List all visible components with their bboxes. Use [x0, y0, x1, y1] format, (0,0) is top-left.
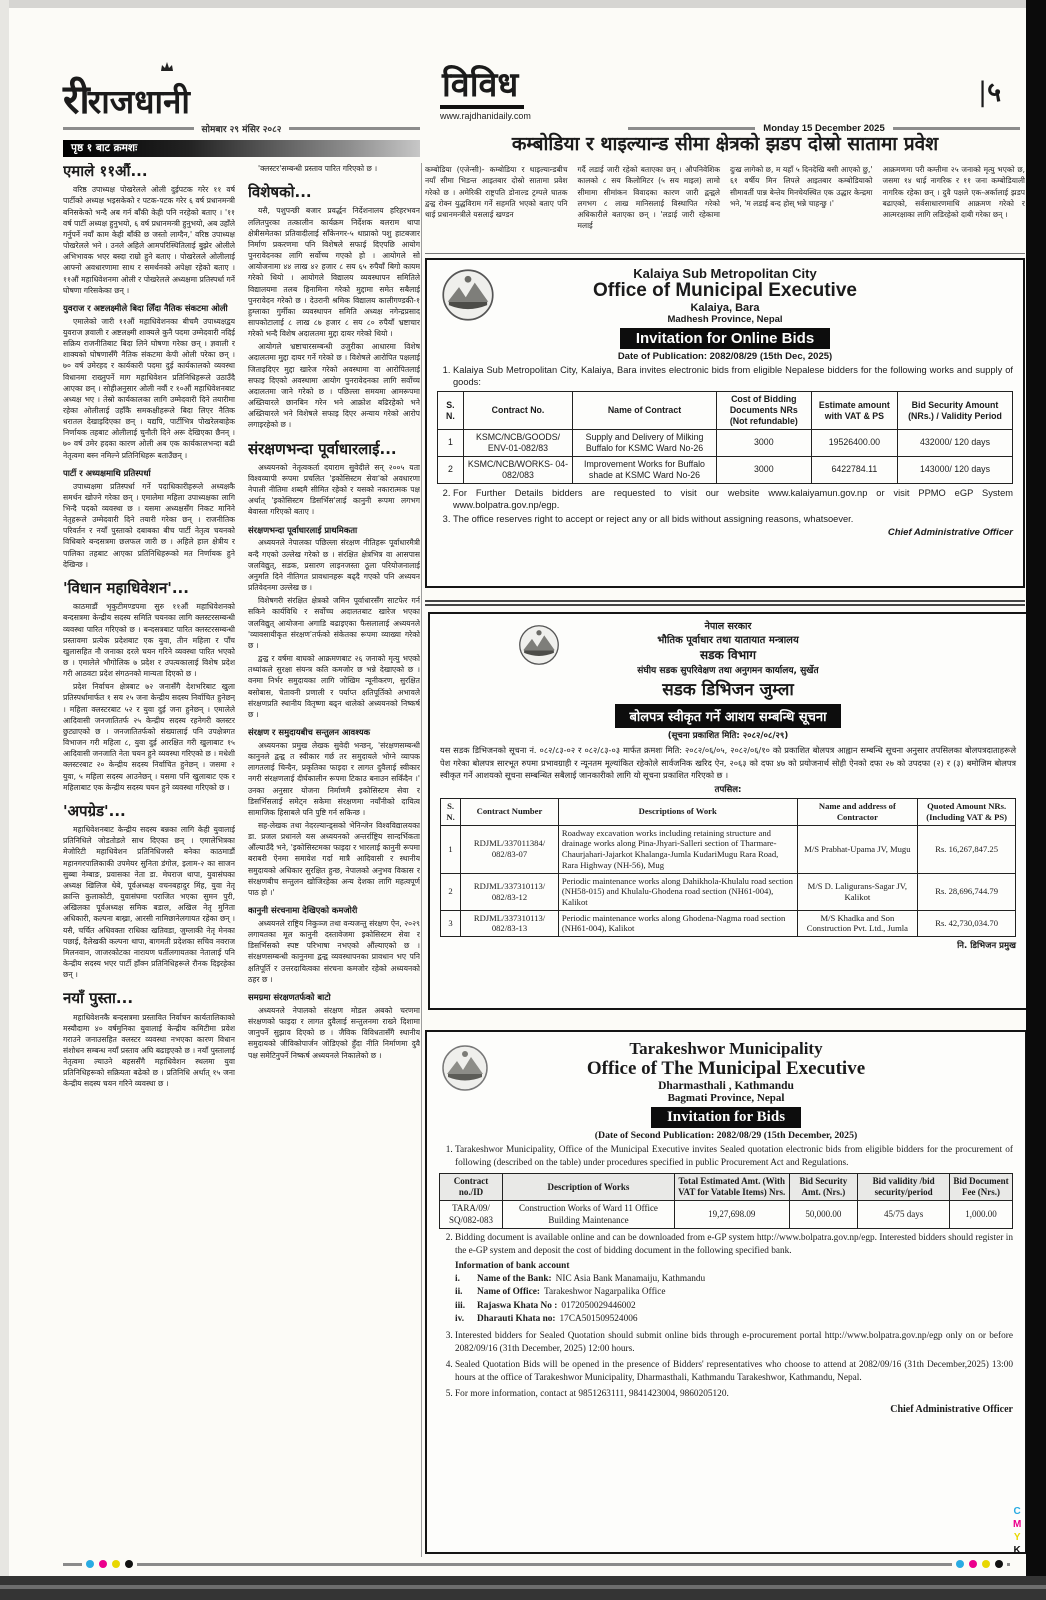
article-paragraph: वरिष्ठ उपाध्यक्ष पोखरेलले ओली दुईपटक गरेर ११ वर्ष पार्टीको अध्यक्ष भइसकेको र पटक-पटक गरेर ६ वर्ष प्रधानमन्त्री बनिसकेको भन्दै अब गर्न बाँकी केही पनि नरहेको बताए । '११ वर्ष पार्टी अध्यक्ष हुनुभयो, ६ वर्ष प्रधानमन्त्री हुनुभयो, अब उहाँले गर्नुपर्ने नयाँ काम केही बाँकी छ जस्तो लाग्दैन,' वरिष्ठ उपाध्यक्ष पोखरेलले भने । उनले अहिले आमपरिस्थितिलाई बुझेर ओलीले अभिभावक भएर बस्दा राम्रो हुने बताए । पोखरेलले ओलीलाई आफ्नो अवधारणामा साथ र समर्थनको अपेक्षा रहेको बताए । ११औं महाधिवेशनमा ओली र पोखरेलले अध्यक्षमा प्रतिस्पर्धा गर्ने घोषणा गरिसकेका छन् ।: [63, 185, 235, 295]
article-paragraph: महाधिवेशनकै बन्दसत्रमा प्रस्तावित निर्वाचन कार्यतालिकाको मस्यौदामा ४० वर्षमुनिका युवालाई केन्द्रीय कमिटीमा प्रवेश गराउने जनाउसहित क्लस्टर व्यवस्था नभएका कारण विधान संशोधन सम्बन्ध नयाँ प्रस्ताव अघि बढाइएको छ । नयाँ पुस्तालाई नेतृत्वमा ल्याउने बहससँगै महाधिवेशन स्थलमा युवा प्रतिनिधिहरूको सक्रियता बढेको छ । प्रतिनिधि अर्थात् १५ जना केन्द्रीय सदस्य चयन गरिने व्यवस्था छ ।: [63, 1012, 235, 1089]
nepali-date: सोमबार २९ मंसिर २०८२: [201, 124, 282, 135]
table-header-cell: Contract No.: [463, 392, 572, 430]
article-subhead: कानुनी संरचनामा देखिएको कमजोरी: [248, 905, 358, 916]
section-title: विविध: [440, 68, 524, 109]
tara-org-line4: Bagmati Province, Nepal: [667, 1091, 785, 1104]
road-office-name: सडक डिभिजन जुम्ला: [662, 680, 794, 700]
bank-info-row: [455, 1273, 1013, 1286]
article-subhead: पार्टी र अध्यक्षमाथि प्रतिस्पर्धा: [63, 467, 151, 478]
footer-rule: [63, 1563, 1010, 1566]
bank-info-row: [455, 1313, 1013, 1326]
article-paragraph: प्रदेश निर्वाचन क्षेत्रबाट ७२ जनासँगै देशभरिबाट खुला प्रतिस्पर्धामार्फत १ सय २५ जना केन्द्रीय सदस्य निर्वाचित हुनेछन् । महिला क्लस्टरबाट ५२ र युवा दुई जना हुनेछन् । एमालेले आदिवासी जनजातितर्फ २५ केन्द्रीय सदस्य रहनेगरी क्लस्टर छुट्याएको छ । जनजातितर्फको संख्यालाई पनि उपक्षेत्रगत विभाजन गरी महिला ८, युवा दुई आरक्षित गरी खुलाबाट १५ आदिवासी जनजाति नेता चयन हुने व्यवस्था गरिएको छ । मधेशी क्लस्टरबाट २० केन्द्रीय सदस्य निर्वाचित हुनेछन् । जसमा २ युवा, ५ महिला सदस्य आउनेछन् । यसमा पनि खुलाबाट एक र महिलाबाट एक केन्द्रीय सदस्य चयन हुने व्यवस्था गरिएको छ ।: [63, 682, 235, 792]
table-cell: 1,000.00: [949, 1201, 1012, 1229]
registration-dot: [125, 1560, 133, 1568]
kalaiya-item-3: 3. The office reserves right to accept or reject any or all bids without assigning reasons, whatsoever.: [453, 513, 1013, 525]
road-gov-line4: संघीय सडक सुपरिवेक्षण तथा अनुगमन कार्यालय, सुर्खेत: [637, 666, 819, 676]
road-tapasil-label: तपसिल:: [714, 785, 742, 796]
bank-row-value: NIC Asia Bank Manamaiju, Kathmandu: [555, 1273, 706, 1284]
bank-info-row: [455, 1300, 1013, 1313]
road-gov-line3: सडक विभाग: [699, 648, 756, 662]
tara-item-list-1: [439, 1144, 1013, 1170]
tara-bank-heading: Information of bank account: [455, 1260, 570, 1271]
article-paragraph: 'क्लस्टर'सम्बन्धी प्रस्ताव पारित गरिएको छ ।: [258, 164, 378, 173]
bank-row-label: Rajaswa Khata No :: [477, 1300, 558, 1311]
bank-row-label: Dharauti Khata no:: [477, 1314, 556, 1325]
lead-headline: कम्बोडिया र थाइल्यान्ड सीमा क्षेत्रको झडप दोस्रो सातामा प्रवेश: [511, 133, 939, 155]
rule-left: [63, 127, 194, 130]
kalaiya-publication-date: Date of Publication: 2082/08/29 (15th Dec, 2025): [617, 350, 833, 362]
table-cell: RDJML/337011384/ 082/83-07: [461, 825, 559, 873]
bank-row-number: i.: [455, 1273, 460, 1284]
bank-row-number: iii.: [455, 1300, 466, 1311]
article-headline: संरक्षणभन्दा पूर्वाधारलाई...: [248, 439, 397, 458]
table-cell: 2: [438, 456, 464, 483]
registration-dot: [956, 1560, 964, 1568]
table-header-cell: Name of Contract: [573, 392, 717, 430]
scan-edge-right: [1026, 0, 1046, 1600]
tara-org-line2: Office of The Municipal Executive: [586, 1058, 866, 1079]
table-header-cell: Cost of Bidding Documents NRs (Not refundable): [716, 392, 811, 430]
table-header-cell: Bid Security Amount (NRs.) / Validity Period: [898, 392, 1013, 430]
table-cell: Rs. 28,696,744.79: [918, 873, 1016, 910]
tara-org-line1: Tarakeshwor Municipality: [629, 1039, 823, 1058]
tara-notice-title: Invitation for Bids: [651, 1107, 801, 1128]
kalaiya-bid-table: [437, 391, 1013, 484]
cmyk-letters: [1013, 1505, 1021, 1557]
article-headline: 'विधान महाधिवेशन'...: [63, 578, 189, 597]
table-header-cell: Contract Number: [461, 799, 559, 825]
column-separator: [421, 163, 422, 1557]
table-header-row: [440, 1173, 1013, 1201]
table-cell: M/S Khadka and Son Construction Pvt. Ltd., Jumla: [797, 910, 918, 936]
table-header-cell: Quoted Amount NRs. (Including VAT & PS): [918, 799, 1016, 825]
scan-edge-left: [0, 0, 9, 1600]
table-cell: 45/75 days: [858, 1201, 950, 1229]
table-cell: 19526400.00: [811, 430, 897, 457]
registration-dot: [112, 1560, 120, 1568]
table-cell: 432000/ 120 days: [898, 430, 1013, 457]
kalaiya-org-line3: Kalaiya, Bara: [690, 301, 760, 314]
registration-dot: [99, 1560, 107, 1568]
table-cell: Construction Works of Ward 11 Office Building Maintenance: [503, 1201, 675, 1229]
tara-signature: Chief Administrative Officer: [890, 1403, 1013, 1415]
tara-item-2-text: Bidding document is available online and can be downloaded from e-GP system http://www.bolpatra.gov.np/egp. Interested bidders should register in the e-GP system and deposit the cost of bidding document in the following specified bank.: [455, 1232, 1013, 1256]
article-headline: एमाले ११औं...: [63, 163, 148, 180]
table-cell: Improvement Works for Buffalo shade at KSMC Ward No-26: [573, 456, 717, 483]
tara-item-2: [455, 1232, 1013, 1327]
table-cell: 143000/ 120 days: [898, 456, 1013, 483]
article-paragraph: सह-लेखक तथा नेदरल्यान्ड्सको भेनिन्जेन विश्वविद्यालयका डा. प्रजल प्रधानले यस अध्ययनको अन्तर्राष्ट्रिय सान्दर्भिकता औंल्याउँदै भने, 'इकोसिस्टमका फाइदा र भारलाई कानुनी रूपमा बराबरी ऐनमा समावेश गर्दा मात्रै आदिवासी र स्थानीय समुदायको अधिकार सुरक्षित हुन्छ, नेपालको अनुभव विकास र संरक्षणबीच सन्तुलन खोजिरहेका अन्य देशका लागि महत्वपूर्ण पाठ हो ।': [248, 821, 420, 897]
rule-right: [893, 127, 1020, 130]
kalaiya-emblem-logo: [441, 268, 495, 322]
table-cell: 19,27,698.09: [674, 1201, 789, 1229]
table-cell: 2: [441, 873, 461, 910]
masthead: [63, 70, 420, 123]
newspaper-logo-name: राजधानी: [87, 82, 190, 121]
logo-crown-icon: [159, 62, 175, 72]
article-paragraph: अध्ययनको नेतृत्वकर्ता दयाराम सुवेदीले सन् २००५ यता विश्वव्यापी रूपमा प्रचलित 'इकोसिस्टम सेवा'को अवधारणा नेपाली नीतिमा शब्दमै सीमित रहेको र यसको नकारात्मक पक्ष अर्थात् 'इकोसिस्टम डिसर्भिस'लाई कानुनी रूपमा लगभग बेवास्ता गरिएको बताए ।: [248, 462, 420, 517]
article-headline: 'अपग्रेड'...: [63, 801, 126, 820]
table-cell: Periodic maintenance works along Ghodena-Nagma road section (NH61-004), Kalikot: [558, 910, 797, 936]
table-cell: TARA/09/ SQ/082-083: [440, 1201, 503, 1229]
article-paragraph: उपाध्यक्षमा प्रतिस्पर्धा गर्ने पदाधिकारीहरूले अध्यक्षकै समर्थन खोज्ने गरेका छन् । एमालेमा महिला उपाध्यक्षका लागि भिन्दै पदको व्यवस्था छ । यसमा अध्यक्षसँग निकट मानिने नेतृहरूले उम्मेदवारी दिने तयारी गरेका छन् । राजनीतिक परिवर्तन र नयाँ पुस्ताको दबाबका बीच पार्टी नेतृत्व चयनको विधिबारे बन्दसत्रमा छलफल जारी छ । अहिले हाल क्षेत्रीय र पालिका तहबाट आएका प्रतिनिधिहरूको मत निर्णायक हुने देखिन्छ ।: [63, 481, 235, 569]
bank-row-label: Name of Office:: [477, 1287, 540, 1298]
newspaper-logo-mark: री: [63, 77, 88, 123]
page-number-bar: |: [978, 77, 988, 108]
kalaiya-org-line2: Office of Municipal Executive: [593, 280, 857, 301]
table-cell: 3000: [716, 456, 811, 483]
website-url: www.rajdhanidaily.com: [440, 110, 531, 121]
kalaiya-org-line4: Madhesh Province, Nepal: [667, 313, 783, 325]
table-header-cell: Total Estimated Amt. (With VAT for Vatable Items) Nrs.: [674, 1173, 789, 1201]
road-bid-table: [440, 798, 1016, 937]
article-paragraph: महाधिवेशनबाट केन्द्रीय सदस्य बन्नका लागि केही युवालाई प्रतिनिधिले जोडतोडले साथ दिएका छन् । एमालेभित्रका मेजोरिटी महाधिवेशन प्रतिनिधिजस्तै बनेका काठमाडौं महानगरपालिकाकी उपमेयर सुनिता डंगोल, इलाम-२ का साजन सुब्बा नेम्बाङ, प्रवासका नेता डा. मेघराज थापा, युवासंघका अध्यक्ष खिलिज थेबे, पूर्वअध्यक्ष वचनबहादुर मिंह, युवा नेतृ क्रान्ति कुलाकोटी, युवासंघमा पराजित भएका सुमन पुरी, अखिलका पूर्वअध्यक्ष समिक बडाल, अखिल नेतृ मुनिता अधिकारी, कल्पना बाख्रा, आरसी नामिछानेलगायत रहेका छन् । यसै, चर्चित अधिवक्ता राधिका खतिवडा, जुम्लाकी नेतृ मेनका पछाई, दैलेखकी कल्पना थापा, बागमती प्रदेशका सचिव नवराज मिलनवान, जाजरकोटका नारायण घर्तीलगायतका नेतालाई पनि केन्द्रीय सदस्य भएर पार्टी हाँक्न प्रतिनिधिहरूले रौनक दिइरहेका छन् ।: [63, 825, 235, 980]
table-header-cell: Bid Document Fee (Nrs.): [949, 1173, 1012, 1201]
bank-info-row: [455, 1286, 1013, 1299]
cmyk-letter: C: [1013, 1506, 1021, 1517]
article-headline: विशेषको...: [248, 183, 312, 202]
road-notice-body: यस सडक डिभिजनको सूचना नं. ०८२/८३-०२ र ०८२/८३-०३ मार्फत क्रमशः मिति: २०८२/०६/०५, २०८२/०६/१० को प्रकाशित बोलपत्र आह्वान सम्बन्धि सूचना अनुसार तपसिलका बोलपत्रदाताहरूले पेश गरेका बोलपत्र सारभूत रुपमा प्रभावग्राही र न्यूनतम मूल्यांकित रहेकोले सार्वजनिक खरिद ऐन, २०६३ को दफा ४७ को प्रयोजनार्थ सोही ऐनको दफा २७ को उपदफा (२) र (३) बमोजिम बोलपत्र स्वीकृत गर्ने आशयको सूचना सम्बन्धित सबैलाई जानकारीको लागि यो सूचना प्रकाशित गरिएको छ ।: [440, 745, 1016, 781]
lead-story-column: कम्बोडिया (एजेन्सी)- कम्बोडिया र थाइल्यान्डबीच नयाँ सीमा भिडन्त आइतबार दोस्रो सातामा प्रवेश गरेको छ । अमेरिकी राष्ट्रपति डोनाल्ड ट्रम्पले घातक द्वन्द्व रोक्न युद्धविराम गर्ने सहमति भएको बताए पनि थाई प्रधानमन्त्रीले यसलाई खण्डन: [425, 165, 568, 219]
tara-bid-table: [439, 1173, 1013, 1229]
article-paragraph: आयोगले भ्रष्टाचारसम्बन्धी उजुरीका आधारमा विशेष अदालतमा मुद्दा दायर गर्ने गरेको छ । विशेषले आरोपित पक्षलाई जिताइदिएर मुद्दा खारेज गरेको अवस्थामा वा आरोपितलाई सफाइ दिएको अवस्थामा आयोग पुनरावेदनका लागि सर्वोच्च अदालतमा जाने गरेको छ । पछिल्ला समयमा आमरूपमा अख्तियारले छानबिन गरेन भने आक्रोश बढिरहेको भने अख्तियारले भने विशेषले सफाइ दिएर अन्याय गरेको आरोप लगाइरहेको छ ।: [248, 342, 420, 430]
table-header-cell: Estimate amount with VAT & PS: [811, 392, 897, 430]
table-cell: M/S Prabhat-Upama JV, Mugu: [797, 825, 918, 873]
table-cell: RDJML/337310113/ 082/83-12: [461, 873, 559, 910]
tara-item-3: 3. Interested bidders for Sealed Quotation should submit online bids through e-procurement portal http://www.bolpatra.gov.np/egp only on or before 2082/09/16 (31th December, 2025) 12:00 hours.: [455, 1330, 1013, 1356]
article-paragraph: अध्ययनले राष्ट्रिय निकुञ्ज तथा वन्यजन्तु संरक्षण ऐन, २०२९ लगायतका मूल कानुनी दस्तावेजमा इकोसिस्टम सेवा र डिसर्भिसको स्पष्ट परिभाषा नभएको औंल्याएको छ । संरक्षणसम्बन्धी कानुनमा द्वन्द्व व्यवस्थापनका प्रावधान भए पनि क्षतिपूर्ति र उत्तरदायित्वका संरचना कमजोर रहेको अध्ययनको ठहर छ ।: [248, 919, 420, 984]
table-cell: 6422784.11: [811, 456, 897, 483]
road-division-emblem-logo: [518, 624, 560, 666]
table-cell: 1: [438, 430, 464, 457]
page-number-value: ५: [987, 77, 1002, 108]
article-subhead: संरक्षणभन्दा पूर्वाधारलाई प्राथमिकता: [248, 524, 358, 535]
table-header-cell: S. N.: [441, 799, 461, 825]
table-row: [441, 825, 1016, 873]
table-row: [440, 1201, 1013, 1229]
section-masthead: [440, 65, 620, 121]
tarakeshwor-emblem-logo: [441, 1044, 489, 1092]
continued-from-page-bar: पृष्ठ १ बाट क्रमशः: [63, 140, 420, 157]
cmyk-letter: Y: [1013, 1532, 1021, 1543]
table-header-cell: Name and address of Contractor: [797, 799, 918, 825]
lead-story-column: आक्रमणमा परी कम्तीमा २५ जनाको मृत्यु भएको छ, जसमा १४ थाई नागरिक र ११ जना कम्बोडियाली नागरिक रहेका छन् । दुवै पक्षले एक-अर्कालाई झडप बढाएको, सर्वसाधारणमाथि आक्रमण गरेको र आत्मरक्षाका लागि लडिरहेको दाबी गरेका छन् ।: [882, 165, 1025, 219]
cmyk-letter: K: [1013, 1545, 1021, 1556]
tara-bank-list: [455, 1273, 1013, 1327]
tara-item-1: 1. Tarakeshwor Municipality, Office of the Municipal Executive invites Sealed quotation electronic bids from eligible bidders for the procurement of following (described on the table) under procedures specified in public Procurement Act and Regulations.: [455, 1144, 1013, 1170]
article-paragraph: अध्ययनले नेपालको संरक्षण मोडल अबको चरणमा संरक्षणको फाइदा र लागत दुवैलाई सन्तुलनमा राख्ने दिशामा जानुपर्ने सुझाव दिएको छ । जैविक विविधतासँगै स्थानीय समुदायको जीविकोपार्जन जोडिएको हुँदा नीति निर्माणमा दुवै पक्ष समेटिनुपर्ने निष्कर्ष अध्ययनले निकालेको छ ।: [248, 1005, 420, 1060]
article-subhead: युवराज र अष्टलक्ष्मीले बिदा लिँदा नैतिक संकटमा ओली: [63, 302, 228, 313]
divider-double-rule: [425, 600, 1025, 606]
kalaiya-item-1: 1. Kalaiya Sub Metropolitan City, Kalaiya, Bara invites electronic bids from eligible Nepalese bidders for the following works and supply of goods:: [453, 364, 1013, 388]
lead-story-column: दुःख लागेको छ, म यहाँ ५ दिनदेखि बसी आएको छु,' ६१ वर्षीय मिन लिपले आइतबार कम्बोडियाको सीमावर्ती पान्न बेन्तेय मिनचेयस्थित एक उद्धार केन्द्रमा भने, 'म लडाई बन्द होस् भन्ने चाहन्छु ।': [730, 165, 873, 208]
cmyk-letter: M: [1013, 1519, 1022, 1530]
kalaiya-notice-title: Invitation for Online Bids: [620, 328, 830, 349]
rule-right: [289, 127, 420, 130]
bank-row-number: iv.: [455, 1314, 465, 1325]
bank-row-value: Tarakeshwor Nagarpalika Office: [543, 1287, 666, 1298]
table-row: [441, 910, 1016, 936]
kalaiya-item-list-2: [437, 487, 1013, 525]
article-paragraph: अध्ययनले नेपालका पछिल्ला संरक्षण नीतिहरू पूर्वाधारमैत्री बन्दै गएको उल्लेख गरेको छ । संरक्षित क्षेत्रभित्र वा आसपास जलविद्युत्, सडक, प्रसारण लाइनजस्ता ठूला परियोजनालाई अनुमति दिने नीतिगत प्रावधानहरू बढ्दै गएको पनि अध्ययन प्रतिवेदनमा उल्लेख छ ।: [248, 538, 420, 593]
article-headline: नयाँ पुस्ता...: [63, 989, 134, 1008]
registration-dot: [86, 1560, 94, 1568]
table-header-cell: Bid Security Amt. (Nrs.): [789, 1173, 858, 1201]
table-cell: Rs. 16,267,847.25: [918, 825, 1016, 873]
page-number: [978, 72, 1001, 109]
kalaiya-item-2: 2. For Further Details bidders are requested to visit our website www.kalaiyamun.gov.np or visit PPMO eGP System www.bolpatra.gov.np/egp.: [453, 487, 1013, 511]
article-paragraph: विशेषगरी संरक्षित क्षेत्रको जमिन पूर्वाधारसँग साटफेर गर्न सकिने कार्यविधि र सर्वोच्च अदालतबाट खारेज भएका जलविद्युत् आयोजना अगाडि बढाइएका फैसलालाई अध्ययनले 'व्यावसायीकृत संरक्षण'तर्फको संकेतका रूपमा व्याख्या गरेको छ ।: [248, 596, 420, 650]
table-header-cell: Contract no./ID: [440, 1173, 503, 1201]
table-cell: RDJML/337310113/ 082/83-13: [461, 910, 559, 936]
registration-dots-right: [952, 1558, 1007, 1570]
kalaiya-item-list-1: [437, 364, 1013, 388]
tara-org-line3: Dharmasthali , Kathmandu: [658, 1079, 794, 1092]
article-paragraph: अध्ययनका प्रमुख लेखक सुवेदी भन्छन्, 'संरक्षणसम्बन्धी कानुनले द्वन्द्व त स्वीकार गर्छ तर समुदायले भोग्ने व्यापक लागतलाई चिन्दैन, प्रकृतिका फाइदा र लागत दुवैलाई स्वीकार नगरी संरक्षणलाई दीर्घकालीन रूपमा टिकाउ बनाउन सकिँदैन ।' उनका अनुसार योजना निर्माणमै इकोसिस्टम सेवा र डिसर्भिसलाई समेट्न सकेमा संरक्षणमा नयाँनीको दायित्व सामाजिक हिसाबले पनि पुष्टि गर्न सकिन्छ ।: [248, 740, 420, 817]
table-cell: M/S D. Laligurans-Sagar JV, Kalikot: [797, 873, 918, 910]
article-subhead: समग्रमा संरक्षणतर्फको बाटो: [248, 991, 331, 1002]
table-row: [438, 456, 1013, 483]
road-gov-line1: नेपाल सरकार: [704, 621, 752, 632]
road-notice-title: बोलपत्र स्वीकृत गर्ने आशय सम्बन्धि सूचना: [615, 704, 840, 728]
bank-row-label: Name of the Bank:: [477, 1273, 552, 1284]
scan-edge-top: [0, 0, 1046, 8]
bank-row-number: ii.: [455, 1287, 463, 1298]
registration-dot: [995, 1560, 1003, 1568]
bank-row-value: 17CA501509524006: [559, 1314, 638, 1325]
table-cell: Periodic maintenance works along Dahikhola-Khulalu road section (NH58-015) and Khulalu-Ghodena road section (NH61-004), Kalikot: [558, 873, 797, 910]
table-cell: 3000: [716, 430, 811, 457]
tarakeshwor-bid-notice: [425, 1030, 1027, 1554]
kalaiya-signature: Chief Administrative Officer: [887, 527, 1013, 539]
lead-story-columns: [425, 164, 1025, 252]
nepali-date-rule: [63, 122, 420, 134]
tara-item-list-2: [439, 1232, 1013, 1401]
table-header-cell: S. N.: [438, 392, 464, 430]
article-paragraph: यसै, पशुपन्छी बजार प्रवर्द्धन निर्देशनालय हरिहरभवन ललितपुरका तत्कालीन कार्यक्रम निर्देशक बलराम थापा क्षेत्रीसमेतका प्रतिवादीलाई साँकेनगर-५ थाप्राको पशु हाटबजार निर्माण प्रकरणमा पनि विशेषले सफाई दिएपछि आयोग पुनरावेदनका लागि सर्वोच्च गएको हो । आयोगले सो आयोजनामा ४४ लाख ४२ हजार ८ सय ६५ रुपैयाँ बिगो कायम गरेको थियो । आयोगले विद्यालय व्यवस्थापन समितिले विद्यालयमा तलब हिनामिना गरेको मुद्दामा समेत सबैलाई पुनरावेदन गरेको छ । देउरानी श्रमिक विद्यालय कालीगण्डकी-१ हुम्लाका गुर्मीका व्यवस्थापन समिति अध्यक्ष नगेन्द्रप्रसाद सापकोटालाई ८ लाख ८७ हजार ८ सय ८० रुपैयाँ भ्रष्टाचार गरेको भन्दै विशेष अदालतमा मुद्दा दायर गरेको थियो ।: [248, 206, 420, 339]
registration-dot: [969, 1560, 977, 1568]
registration-dots-left: [82, 1558, 137, 1570]
scan-edge-bottom-stripe: [0, 1585, 1046, 1589]
table-header-cell: Description of Works: [503, 1173, 675, 1201]
table-cell: Rs. 42,730,034.70: [918, 910, 1016, 936]
tara-item-4: 4. Sealed Quotation Bids will be opened in the presence of Bidders' representatives who choose to attend at 2082/09/16 (31th December,2025) 13:00 hours at the office of Tarakeshwor Municipality, Dharmasthali, Kathmandu Tarakeshwor, Kathmandu, Nepal.: [455, 1359, 1013, 1385]
table-cell: Roadway excavation works including retaining structure and drainage works along Pina-Jhyari-Salleri section of Tharmare-Chaurjahari-Jajarkot Khalanga-Jumla KudariMugu Rara Road, Rara Highway (NH-56), Mug: [558, 825, 797, 873]
road-gov-line2: भौतिक पूर्वाधार तथा यातायात मन्त्रालय: [657, 635, 799, 646]
kalaiya-bid-notice: [425, 258, 1025, 588]
road-publication-date: (सूचना प्रकाशित मिति: २०८२/०८/२९): [667, 731, 789, 741]
article-paragraph: द्वन्द्व र वर्षमा बाघको आक्रमणबाट २६ जनाको मृत्यु भएको तथ्यांकले सुरक्षा संयन्त्र कति कमजोर छ भन्ने देखाएको छ । वनमा निर्भर समुदायका लागि जोखिम न्यूनीकरण, सुरक्षित बसोबास, चेतावनी प्रणाली र पर्याप्त क्षतिपूर्तिको अभावले संरक्षणप्रति स्थानीय वितृष्णा बढ्न थालेको अध्ययनको निष्कर्ष छ ।: [248, 654, 420, 719]
rule-under-lead: [425, 253, 1025, 254]
article-column-2: [248, 163, 420, 1555]
table-header-cell: Descriptions of Work: [558, 799, 797, 825]
bank-row-value: 0172050029446002: [561, 1300, 636, 1311]
road-division-notice: [428, 612, 1028, 1010]
table-header-row: [441, 799, 1016, 825]
table-cell: Supply and Delivery of Milking Buffalo for KSMC Ward No-26: [573, 430, 717, 457]
article-paragraph: एमालेको जारी ११औं महाधिवेशनका बीचमै उपाध्यक्षद्वय युवराज ज्ञवाली र अष्टलक्ष्मी शाक्यले कुनै पदमा उम्मेदवारी नदिई सक्रिय राजनीतिबाट बिदा लिने घोषणा गरेका छन् । ज्ञवाली र शाक्यको घोषणासँगै नैतिक संकटमा केपी ओली परेका छन् । ७० वर्ष उमेरहद र कार्यकारी पदमा दुई कार्यकालको व्यवस्था विधानमा राख्नुपर्ने माग महाधिवेशन प्रतिनिधिहरूले उठाउँदै आएका छन् । सोहीअनुसार ओली नवौं र १०औं महाधिवेशनबाट अध्यक्ष भए । तेस्रो कार्यकालका लागि उम्मेदवारी दिने तयारीमा रहेका ओलीलाई उहाँकै समकक्षीहरूले बिदा लिएर नैतिक धरातल देखाइदिएका छन् । यद्यपि, पार्टीभित्र पोखरेलबाहेक निर्णायक तहबाट ओलीलाई चुनौती दिने अरू देखिएका छैनन् । ७० वर्ष उमेर हदका कारण ओली अब एक कार्यकालभन्दा बढी नेतृत्वमा बस्न नमिल्ने प्रतिनिधिहरू बताउँछन् ।: [63, 316, 235, 460]
tara-publication-date: (Date of Second Publication: 2082/08/29 (15th December, 2025): [594, 1129, 858, 1141]
kalaiya-org-line1: Kalaiya Sub Metropolitan City: [633, 266, 817, 281]
road-signature: नि. डिभिजन प्रमुख: [957, 941, 1016, 952]
table-header-row: [438, 392, 1013, 430]
table-row: [438, 430, 1013, 457]
lead-story-column: गर्दै लडाई जारी रहेको बताएका छन् । औपनिवेशिक कालको ८ सय किलोमिटर (५ सय माइल) लामो सीमामा सीमांकन विवादका कारण जारी द्वन्द्वले लगभग ८ लाख मानिसलाई विस्थापित गरेको अधिकारीले बताएका छन् । 'लडाई जारी रहेकामा मलाई: [577, 165, 720, 231]
table-header-cell: Bid validity /bid security/period: [858, 1173, 950, 1201]
table-cell: KSMC/NCB/GOODS/ ENV-01-082/83: [463, 430, 572, 457]
table-cell: 1: [441, 825, 461, 873]
english-date: Monday 15 December 2025: [763, 122, 885, 134]
article-paragraph: काठमाडौं भृकुटीमण्डपमा सुरु ११औं महाधिवेशनको बन्दसत्रमा केन्द्रीय सदस्य समिति चयनका लागि क्लस्टरसम्बन्धी व्यवस्था पारित गरिएको छ । बन्दसत्रबाट पारित क्लस्टरसम्बन्धी प्रस्तावमा प्रत्येक प्रदेशबाट एक युवा, तीन महिला र पाँच खुलासहित नौ जनाका दरले चयन गरिने व्यवस्था पारित भएको छ । एमालेले भौगोलिक ७ प्रदेश र उपत्यकालाई विशेष प्रदेश गरी आठवटा प्रदेश संगठनको मान्यता दिएको छ ।: [63, 602, 235, 679]
table-row: [441, 873, 1016, 910]
table-cell: 50,000.00: [789, 1201, 858, 1229]
registration-dot: [982, 1560, 990, 1568]
tara-item-5: 5. For more information, contact at 9851263111, 9841423004, 9860205120.: [455, 1388, 1013, 1401]
table-cell: KSMC/NCB/WORKS- 04-082/083: [463, 456, 572, 483]
table-cell: 3: [441, 910, 461, 936]
article-subhead: संरक्षण र समुदायबीच सन्तुलन आवश्यक: [248, 726, 371, 737]
rule-left: [628, 127, 755, 130]
article-column-1: [63, 163, 235, 1555]
